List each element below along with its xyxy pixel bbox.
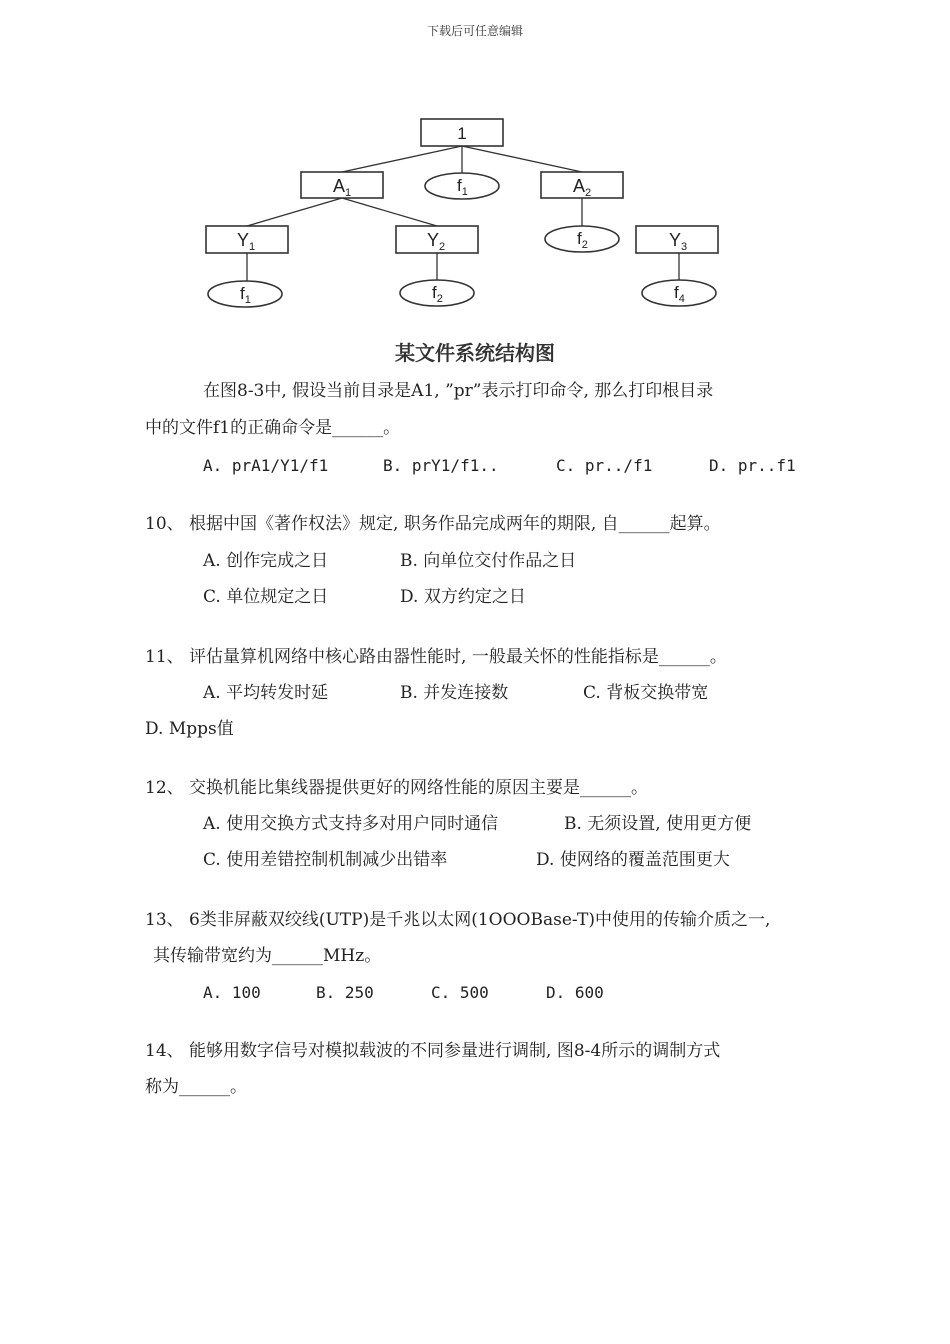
- f1-root-label: f: [457, 176, 462, 195]
- q9-option-b: B. prY1/f1..: [383, 456, 499, 475]
- file-system-tree-diagram: [195, 112, 735, 317]
- q9-stem-line1: 在图8-3中, 假设当前目录是A1, ”pr”表示打印命令, 那么打印根目录: [203, 381, 714, 401]
- q13-stem-line2: 其传输带宽约为______MHz。: [153, 946, 382, 966]
- svg-text:f1: $f_1$: [457, 176, 468, 198]
- a1-label: A: [333, 176, 346, 196]
- q12-option-b: B. 无须设置, 使用更方便: [564, 814, 752, 834]
- svg-text:Y2: $Y_2$: [427, 230, 446, 253]
- q11-stem: 11、 评估量算机网络中核心路由器性能时, 一般最关怀的性能指标是______。: [145, 647, 727, 667]
- svg-text:A2: $A_2$: [573, 176, 592, 199]
- q14-stem-line1: 14、 能够用数字信号对模拟载波的不同参量进行调制, 图8-4所示的调制方式: [145, 1041, 721, 1061]
- q12-option-c: C. 使用差错控制机制减少出错率: [203, 850, 448, 870]
- q9-option-d: D. pr..f1: [709, 456, 796, 475]
- svg-text:f4: $f_4$: [674, 283, 685, 305]
- q11-option-b: B. 并发连接数: [400, 683, 509, 703]
- q9-option-a: A. prA1/Y1/f1: [203, 456, 329, 475]
- svg-text:Y1: $Y_1$: [237, 230, 256, 253]
- svg-text:f2: $f_2$: [432, 283, 443, 305]
- q10-option-b: B. 向单位交付作品之日: [400, 551, 577, 571]
- svg-text:f2: $f_2$: [577, 229, 588, 251]
- svg-text:Y3: $Y_3$: [669, 230, 688, 253]
- q10-option-a: A. 创作完成之日: [203, 551, 329, 571]
- edge-root-a1: [342, 146, 462, 172]
- q12-option-a: A. 使用交换方式支持多对用户同时通信: [203, 814, 499, 834]
- figure-caption: 某文件系统结构图: [395, 341, 555, 365]
- q10-option-d: D. 双方约定之日: [400, 587, 526, 607]
- edge-root-a2: [462, 146, 582, 172]
- q11-option-c: C. 背板交换带宽: [583, 683, 709, 703]
- page-header: 下载后可任意编辑: [426, 24, 523, 38]
- f1-y1-label: f: [240, 284, 245, 303]
- svg-text:A1: $A_1$: [333, 176, 352, 199]
- q11-option-a: A. 平均转发时延: [203, 683, 329, 703]
- root-label: 1: [457, 124, 467, 143]
- y1-label: Y: [237, 230, 250, 250]
- q14-stem-line2: 称为______。: [145, 1077, 247, 1097]
- f2-y2-label: f: [432, 283, 437, 302]
- edge-a1-y1: [247, 198, 342, 226]
- f4-y3-label: f: [674, 283, 679, 302]
- svg-text:f1: $f_1$: [240, 284, 251, 306]
- q10-option-c: C. 单位规定之日: [203, 587, 329, 607]
- q12-option-d: D. 使网络的覆盖范围更大: [536, 850, 730, 870]
- y3-label: Y: [669, 230, 682, 250]
- q13-stem-line1: 13、 6类非屏蔽双绞线(UTP)是千兆以太网(1OOOBase-T)中使用的传输介质之一,: [145, 910, 771, 930]
- q12-stem: 12、 交换机能比集线器提供更好的网络性能的原因主要是______。: [145, 778, 649, 798]
- q13-option-b: B. 250: [316, 983, 374, 1002]
- q11-option-d: D. Mpps值: [145, 719, 234, 739]
- q10-stem: 10、 根据中国《著作权法》规定, 职务作品完成两年的期限, 自______起算。: [145, 514, 721, 534]
- f2-a2-label: f: [577, 229, 582, 248]
- q9-option-c: C. pr../f1: [556, 456, 653, 475]
- edge-a1-y2: [342, 198, 437, 226]
- q13-option-d: D. 600: [546, 983, 604, 1002]
- a2-label: A: [573, 176, 586, 196]
- q9-stem-line2: 中的文件f1的正确命令是______。: [145, 418, 401, 438]
- q13-option-c: C. 500: [431, 983, 489, 1002]
- q13-option-a: A. 100: [203, 983, 261, 1002]
- y2-label: Y: [427, 230, 440, 250]
